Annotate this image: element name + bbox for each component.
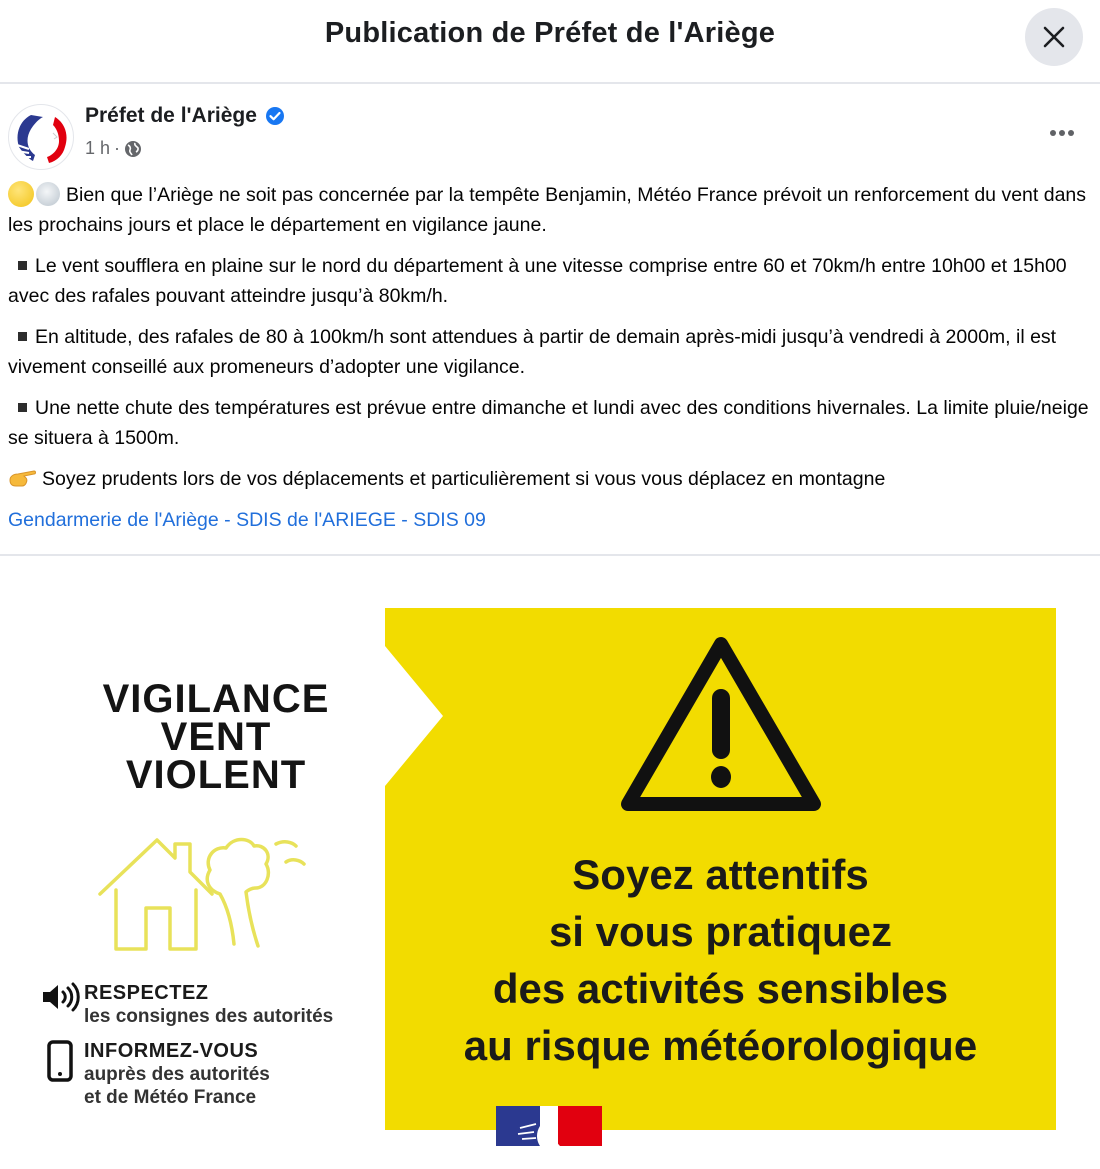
advice-line: et de Météo France [84, 1087, 257, 1108]
house-tree-illustration-icon [92, 824, 342, 954]
post-image[interactable] [0, 556, 1100, 1169]
paragraph-text: Le vent soufflera en plaine sur le nord du département à une vitesse comprise entre 60 et 70km/h entre 10h00 et 15h00 avec des rafales pouvant atteindre jusqu’à 80km/h. [8, 255, 1067, 307]
paragraph-text: En altitude, des rafales de 80 à 100km/h sont attendues à partir de demain après-midi jusqu’à vendredi à 2000m, il est vivement conseillé aux promeneurs d’adopter une vigilance. [8, 326, 1057, 378]
advice-line: auprès des autorités [84, 1064, 270, 1085]
globe-icon [124, 140, 142, 158]
verified-badge-icon [265, 106, 285, 126]
post-header [0, 96, 1100, 176]
advice-list [40, 982, 333, 1121]
meta-separator: · [114, 138, 121, 158]
tag-separator: - [218, 509, 237, 531]
square-bullet-icon [18, 332, 27, 341]
post-time[interactable]: 1 h [85, 138, 111, 158]
author-row [85, 104, 285, 128]
poster-title-line: VENT [160, 715, 272, 759]
more-options-button[interactable] [1040, 118, 1084, 148]
paragraph-text: Une nette chute des températures est prévue entre dimanche et lundi avec des conditions hivernales. La limite pluie/neige se situera à 1500m. [8, 397, 1089, 449]
tag-links [8, 505, 1093, 535]
advice-text [84, 1040, 270, 1109]
tag-link-sdis-ariege[interactable]: SDIS de l'ARIEGE [236, 509, 396, 531]
close-button[interactable] [1025, 8, 1083, 66]
post-meta [85, 138, 142, 159]
speaker-icon [40, 982, 84, 1012]
close-icon [1042, 25, 1066, 49]
post-paragraph [8, 464, 1093, 494]
tag-separator: - [395, 509, 414, 531]
avatar[interactable] [8, 104, 74, 170]
post-paragraph [8, 322, 1093, 382]
paragraph-text: Bien que l’Ariège ne soit pas concernée par la tempête Benjamin, Météo France prévoit un renforcement du vent dans les prochains jours et place le département en vigilance jaune. [8, 184, 1087, 236]
post-paragraph [8, 180, 1093, 240]
post-body [8, 180, 1093, 546]
advice-line: les consignes des autorités [84, 1006, 334, 1027]
post-paragraph [8, 393, 1093, 453]
warning-triangle-icon [618, 634, 824, 814]
dialog-header [0, 0, 1100, 84]
marianne-logo-icon [9, 105, 74, 170]
wind-emoji-icon [36, 182, 60, 206]
republique-francaise-logo-icon [496, 1106, 602, 1146]
pointing-hand-emoji-icon [8, 466, 38, 490]
poster-title-line: VIOLENT [125, 753, 307, 797]
advice-text [84, 982, 333, 1028]
dot [1050, 130, 1056, 136]
square-bullet-icon [18, 261, 27, 270]
dot [1059, 130, 1065, 136]
alert-message-line: au risque météorologique [463, 1022, 978, 1069]
post-paragraph [8, 251, 1093, 311]
alert-message-line: Soyez attentifs [572, 851, 869, 898]
tag-link-sdis-09[interactable]: SDIS 09 [413, 509, 486, 531]
square-bullet-icon [18, 403, 27, 412]
poster-title [60, 677, 372, 797]
advice-heading: INFORMEZ-VOUS [84, 1040, 259, 1062]
dialog-title: Publication de Préfet de l'Ariège [324, 17, 776, 49]
author-name[interactable]: Préfet de l'Ariège [85, 104, 257, 127]
poster-title-line: VIGILANCE [102, 677, 330, 721]
advice-item-respectez [40, 982, 333, 1028]
phone-icon [40, 1040, 84, 1082]
alert-message [385, 846, 1056, 1074]
alert-message-line: des activités sensibles [492, 965, 949, 1012]
advice-heading: RESPECTEZ [84, 982, 209, 1004]
sun-emoji-icon [8, 181, 34, 207]
tag-link-gendarmerie[interactable]: Gendarmerie de l'Ariège [8, 509, 219, 531]
dot [1068, 130, 1074, 136]
alert-message-line: si vous pratiquez [548, 908, 893, 955]
paragraph-text: Soyez prudents lors de vos déplacements et particulièrement si vous vous déplacez en montagne [42, 468, 886, 490]
advice-item-informez-vous [40, 1040, 333, 1109]
